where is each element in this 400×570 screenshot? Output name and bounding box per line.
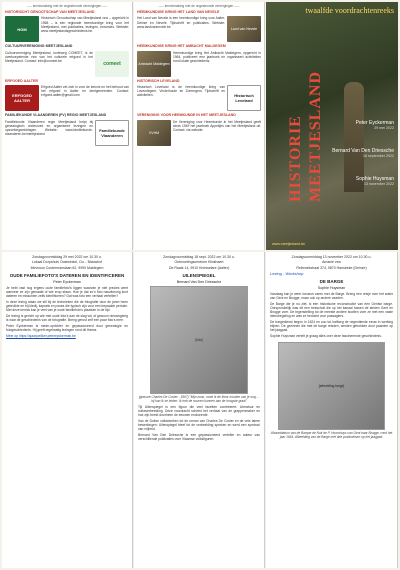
uilenspiegel-engraving: [foto] bbox=[150, 286, 248, 394]
association-logo: HGM bbox=[5, 16, 39, 42]
lecture-title: OUDE FAMILIEFOTO'S DATEREN EN IDENTIFICEREN bbox=[9, 273, 125, 279]
lecture-paragraph: Sophie Huysman vertelt je graag alles over deze fascinerende geschiedenis. bbox=[270, 334, 382, 339]
ambacht-maldegem-logo: Ambacht Maldegem bbox=[137, 51, 171, 77]
cover-panel bbox=[266, 2, 398, 250]
section-title: HISTORISCH LEVELAND bbox=[137, 78, 180, 83]
lecture-paragraph: De bargedienst begon in 1624 en zou tot halfweg de negentiende eeuw in werking blijven. De gezinnen die met de barge reisden, werden getrokken door paarden op het jaagpad. bbox=[270, 320, 393, 333]
association-text: Erfgoed Aalter zet zich in voor de kennis en het behoud van het erfgoed in Aalter en deelgemeenten. Contact: erfgoed.aalter@gmail.com bbox=[41, 85, 129, 98]
association-section bbox=[5, 51, 129, 77]
association-section bbox=[5, 16, 129, 42]
section-title: FAMILIEKUNDE VLAANDEREN (FV) REGIO MEETJESLAND bbox=[5, 113, 107, 118]
lecture-paragraph: In deze lezing staan we stil bij de technieken die de fotografie door de jaren heen gebruikte en bij kledij, kapsels en poses die typisch zijn voor een bepaalde periode. Met deze kennis kan je veel van je oude familiefoto's plaatsen in de tijd. bbox=[6, 300, 128, 313]
land-van-nevele-logo: Land van Nevele bbox=[227, 16, 261, 42]
association-section bbox=[137, 51, 261, 77]
association-text: Historisch Genootschap van Meetjesland vzw – opgericht in 1968 – is een regionale heemkundige kring voor het Meetjesland, met publicaties, lezingen, excursies. Website: www.meetjeslandsgeschiedenis.be. bbox=[41, 16, 129, 33]
association-section bbox=[5, 85, 129, 111]
lecture-address: Mevrouw Coutermanslaan 62, 9990 Maldegem bbox=[30, 265, 104, 270]
association-text: Heemkundige kring Het Ambacht Maldegem, opgericht in 1964, publiceert een jaarboek en organiseert activiteiten rond lokale geschiedenis. bbox=[173, 50, 261, 63]
lecture-address: Reibroekstraat 374, 9870 Hansbeke (Deinze) bbox=[296, 265, 367, 270]
column-note: ----- kennismaking met de ongesteunde verenigingen ----- bbox=[26, 4, 108, 8]
lecture-paragraph: Tijl Uilenspiegel is een figuur die veel facetten combineert: Literatuur en volksverbeelding. Deze voordracht schetst het verhaal van de grappenmaker en hoe zijn beeld doorheen de eeuwen evolueerde. bbox=[138, 405, 260, 418]
lecture-venue: Lokaal Dorpshuis Oostwinkel, Ou... Blauwhof bbox=[31, 260, 103, 265]
lecture-paragraph: Bernard Van Den Driessche is een gepassioneerd verteller en auteur van verschillende publicaties over Vlaamse volksfiguren. bbox=[138, 433, 260, 442]
lecture-tag: Lezing - Workshop bbox=[270, 271, 304, 277]
more-info-link[interactable]: Meer op https://sjaarjoe6ker.petereyckerman.be bbox=[6, 334, 76, 339]
lecture-paragraph: Van de Duitse volksboeken tot de roman van Charles De Coster en de vele latere bewerkingen: Uilenspiegel bleef tot de verbeelding spreken en werd een symbool van vrijheid. bbox=[138, 419, 260, 432]
column-note: ----- kennismaking met de ongesteunde verenigingen ----- bbox=[158, 4, 240, 8]
association-text: Historisch Leveland is de heemkundige kring van Lovendegem, Vinderhoute en Zomergem. Tijdschrift en activiteiten. bbox=[137, 85, 225, 98]
lecture-paragraph: Vandaag kan je weer luxueus varen met de Barge. Breng een reisje over het water van Gent en Brugge, maar ook op andere vaarten. bbox=[270, 292, 393, 301]
speaker-3 bbox=[356, 176, 394, 187]
historisch-leveland-logo: Historisch Leveland bbox=[227, 85, 261, 111]
speaker-2 bbox=[332, 148, 394, 159]
cover-footer: www.meetjesland.be bbox=[272, 241, 305, 246]
speaker-date: 29 mei 2022 bbox=[374, 126, 394, 131]
lecture-paragraph: Je hebt vast nog ergens oude familiefoto's liggen waarvan je niet precies weet wanneer ze zijn gemaakt of wie erop staan. Hoe je dat zo'n foto nauwkeurig kunt dateren en misschien zelfs identificeren? Dat was foto een verhaal vertellen? bbox=[6, 286, 128, 299]
vvhm-logo: VVHM bbox=[137, 120, 171, 146]
lecture-date: Zondagvoormiddag 29 mei 2022 om 10.30 u. bbox=[32, 255, 102, 259]
erfgoed-aalter-logo: ERFGOED AALTER bbox=[5, 85, 39, 111]
lecture-venue: Ontmoetingscentrum Klinkhaert bbox=[174, 260, 224, 265]
associations-column-1 bbox=[2, 2, 133, 250]
speaker-date: 13 november 2022 bbox=[364, 182, 394, 187]
lecture-address: De Raats 14, 9910 Knesselare (Aalter) bbox=[168, 265, 230, 270]
lecture-author: Sophie Huysman bbox=[317, 285, 346, 290]
associations-column-2 bbox=[134, 2, 265, 250]
lecture-panel-1 bbox=[2, 252, 133, 568]
lecture-paragraph: De lezing is gericht op wie met oude foto's aan de slag wil, of gewoon nieuwsgierig is naar de geschiedenis van de fotografie. Breng gerust zelf een paar foto's mee. bbox=[6, 314, 128, 323]
lecture-paragraph: De Barge die je nu ziet, is een historische reconstructie van een Gentse barge. Oorspronkelijk was dit een trekschuit die op het kanaal tussen de steden Gent en Brugge voer. De tegenstelling tot de meeste andere bootten voer ze met een vaste dienstregeling en was ze bedoeld voor passagiers. bbox=[270, 302, 393, 319]
familiekunde-logo: Familiekunde Vlaanderen bbox=[95, 120, 129, 146]
association-section bbox=[5, 120, 129, 146]
section-title: HISTORISCHT GENOOTSCHAP VAN MEETJESLAND bbox=[5, 10, 95, 14]
section-title: HEEMKUNDIGE KRING HET AMBACHT MALDEGEM bbox=[137, 44, 226, 49]
image-caption: (gravure Charles De Coster - 1867) "Mijn zoon, moet ik de kleur houden van je oog ... hij kan ik ze leiden. Ik heb de nouven kunnen aan de hoogste graal" bbox=[138, 395, 260, 404]
image-caption: Afvaartdatum van de Barque de Nuit de P. Hoornhuys van Gent naar Brugge, rond het jaar 1644. Afbeelding van de Barge met drie postkoetsen op het jaagpad. bbox=[270, 431, 393, 440]
lecture-date: Zondagvoormiddag 18 sept. 2022 om 10.30 u. bbox=[163, 255, 235, 259]
speaker-name: Peter Eyckerman bbox=[355, 120, 394, 126]
comeet-logo: comeet bbox=[95, 51, 129, 77]
association-text: De Vereniging voor Heemkunde in het Meetjesland geeft sinds 1949 het jaarboek Appeltjes van het Meetjesland uit. Contact: via website. bbox=[173, 119, 261, 132]
section-title: VERENIGING VOOR HEEMKUNDE IN HET MEETJESLAND bbox=[137, 113, 236, 118]
lecture-paragraph: Peter Eyckerman is mede-oprichter en gepassioneerd door genealogie en fotogeschiedenis. Hij geeft regelmatig lezingen rond dit thema. bbox=[6, 324, 128, 333]
section-title: ERFGOED AALTER bbox=[5, 78, 38, 83]
association-text: Cultuurvereniging Meetjesland, korteweg COMEET, is de overkoepelende vzw van het culturele erfgoed in het Meetjesland. Contact: info@comeet.be bbox=[5, 50, 93, 63]
series-title: twaalfde voordrachtenreeks bbox=[305, 6, 394, 15]
lecture-author: Peter Eyckerman bbox=[53, 279, 81, 284]
section-title: CULTUURVERENIGING MEETJESLAND bbox=[5, 44, 73, 49]
association-section bbox=[137, 16, 261, 42]
association-section bbox=[137, 85, 261, 111]
lecture-title: UILENSPIEGEL bbox=[182, 273, 216, 279]
speaker-name: Bernard Van Den Driessche bbox=[332, 148, 394, 154]
lecture-date: Zondagvoormiddag 13 november 2022 om 10.30 u. bbox=[291, 255, 372, 259]
barge-illustration: [afbeelding barge] bbox=[278, 342, 385, 430]
lecture-panel-3 bbox=[266, 252, 398, 568]
association-section bbox=[137, 120, 261, 146]
cover-vertical-title: HISTORIE MEETJESLAND bbox=[287, 70, 324, 202]
association-text: Familiekunde Vlaanderen regio Meetjesland helpt bij genealogisch onderzoek en organiseert lezingen en opzoekingsmiddagen. Website: www.familiekunde-vlaanderen.be/meetjesland bbox=[5, 119, 93, 136]
lecture-panel-2 bbox=[134, 252, 265, 568]
section-title: HEEMKUNDIGE KRING HET LAND VAN NEVELE bbox=[137, 10, 220, 14]
speaker-name: Sophie Huysman bbox=[355, 176, 394, 182]
speaker-1 bbox=[356, 120, 394, 131]
lecture-author: Bernard Van Den Driessche bbox=[176, 279, 222, 284]
association-text: Het Land van Nevele is een heemkundige kring voor Aalter, Deinze en Nevele. Tijdschrift en publicaties. Website: www.landvannevele.be bbox=[137, 16, 225, 29]
lecture-title: DE BARGE bbox=[319, 279, 344, 285]
speaker-date: 18 september 2022 bbox=[363, 154, 394, 159]
lecture-venue: Amanie vzw bbox=[322, 260, 341, 265]
